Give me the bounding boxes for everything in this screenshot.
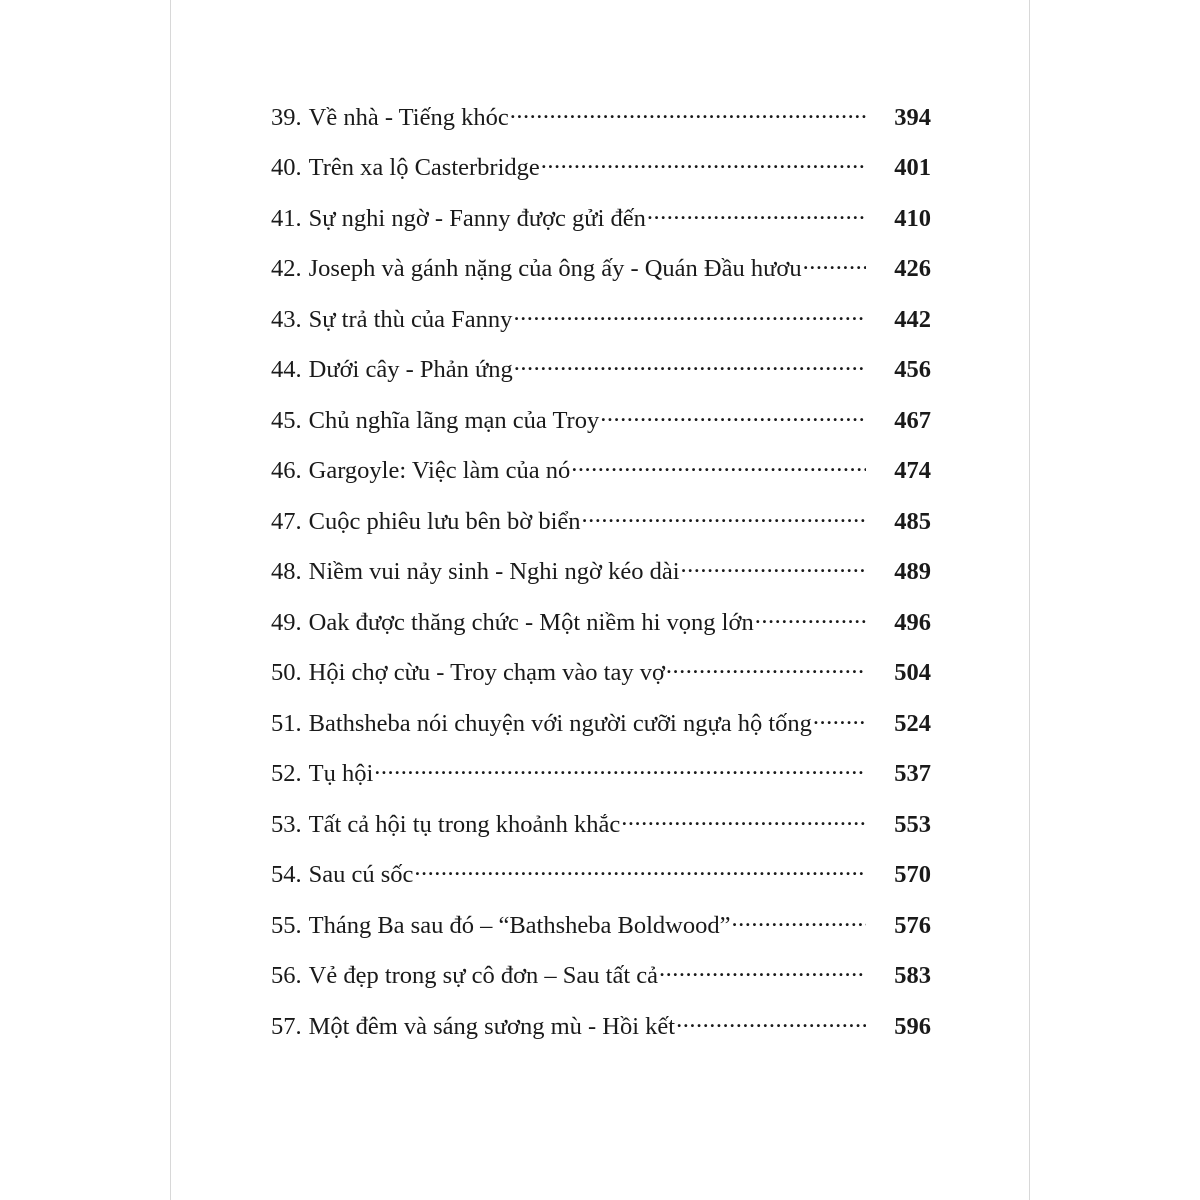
toc-leader-dots (813, 706, 866, 731)
toc-entry-page-number: 485 (894, 507, 931, 535)
toc-entry[interactable] (271, 1009, 931, 1039)
toc-leader-dots (621, 807, 866, 832)
toc-leader-dots (647, 201, 866, 226)
toc-entry-number: 49. (271, 608, 302, 636)
toc-entry-title: Tháng Ba sau đó – “Bathsheba Boldwood” (308, 911, 731, 939)
toc-entry-title: Tất cả hội tụ trong khoảnh khắc (308, 810, 621, 838)
toc-entry[interactable] (271, 151, 931, 181)
toc-leader-dots (803, 252, 866, 277)
toc-entry-title: Chủ nghĩa lãng mạn của Troy (308, 406, 600, 434)
toc-entry-page-number: 442 (894, 305, 931, 333)
toc-entry-number: 43. (271, 305, 302, 333)
toc-entry-title: Joseph và gánh nặng của ông ấy - Quán Đầu hươu (308, 255, 802, 282)
toc-leader-dots (541, 151, 866, 176)
toc-entry[interactable] (271, 252, 931, 282)
toc-entry-page-number: 496 (894, 608, 931, 636)
toc-entry-number: 44. (271, 356, 302, 383)
toc-entry-page-number: 553 (894, 810, 931, 838)
toc-entry[interactable] (271, 302, 931, 332)
toc-entry-number: 46. (271, 457, 302, 484)
toc-entry[interactable] (271, 605, 931, 635)
toc-entry-number: 40. (271, 154, 302, 181)
toc-leader-dots (374, 757, 866, 782)
toc-entry-title: Tụ hội (308, 760, 374, 787)
toc-entry-page-number: 524 (894, 709, 931, 737)
toc-entry-page-number: 596 (894, 1012, 931, 1040)
toc-entry-page-number: 570 (894, 861, 931, 888)
toc-entry-title: Sự nghi ngờ - Fanny được gửi đến (308, 204, 646, 232)
toc-entry[interactable] (271, 858, 931, 888)
toc-entry-number: 57. (271, 1012, 302, 1040)
toc-leader-dots (414, 858, 866, 883)
toc-entry[interactable] (271, 454, 931, 484)
toc-entry[interactable] (271, 757, 931, 787)
toc-entry-title: Vẻ đẹp trong sự cô đơn – Sau tất cả (308, 962, 659, 989)
toc-entry[interactable] (271, 353, 931, 383)
toc-entry[interactable] (271, 555, 931, 585)
toc-leader-dots (571, 454, 866, 479)
toc-entry-title: Bathsheba nói chuyện với người cưỡi ngựa hộ tống (308, 709, 812, 737)
book-page (170, 0, 1030, 1200)
table-of-contents (271, 100, 931, 1060)
toc-entry-number: 53. (271, 810, 302, 838)
toc-entry-number: 51. (271, 709, 302, 737)
toc-entry-title: Cuộc phiêu lưu bên bờ biển (308, 507, 581, 535)
toc-leader-dots (731, 908, 866, 933)
toc-entry-number: 39. (271, 103, 302, 131)
toc-entry[interactable] (271, 201, 931, 231)
toc-entry[interactable] (271, 706, 931, 736)
toc-entry-title: Sự trả thù của Fanny (308, 305, 513, 333)
toc-entry-title: Hội chợ cừu - Troy chạm vào tay vợ (308, 659, 665, 686)
toc-leader-dots (514, 353, 866, 378)
toc-entry-page-number: 489 (894, 558, 931, 585)
toc-entry-page-number: 467 (894, 406, 931, 434)
toc-entry-page-number: 426 (894, 255, 931, 282)
toc-leader-dots (659, 959, 866, 984)
toc-leader-dots (681, 555, 867, 580)
toc-entry[interactable] (271, 656, 931, 686)
toc-entry-number: 48. (271, 558, 302, 585)
toc-entry-page-number: 474 (894, 457, 931, 484)
toc-entry-title: Sau cú sốc (308, 861, 414, 888)
toc-entry[interactable] (271, 403, 931, 433)
toc-leader-dots (676, 1009, 866, 1034)
toc-leader-dots (666, 656, 866, 681)
toc-entry-title: Dưới cây - Phản ứng (308, 356, 513, 383)
toc-entry-number: 50. (271, 659, 302, 686)
toc-entry-title: Một đêm và sáng sương mù - Hồi kết (308, 1012, 676, 1040)
toc-entry-number: 52. (271, 760, 302, 787)
toc-entry-number: 54. (271, 861, 302, 888)
toc-entry[interactable] (271, 100, 931, 130)
toc-entry-page-number: 537 (894, 760, 931, 787)
toc-entry-number: 55. (271, 911, 302, 939)
toc-leader-dots (510, 100, 866, 125)
toc-entry-number: 41. (271, 204, 302, 232)
toc-entry-page-number: 401 (894, 154, 931, 181)
toc-entry[interactable] (271, 959, 931, 989)
toc-entry-title: Niềm vui nảy sinh - Nghi ngờ kéo dài (308, 558, 680, 585)
toc-entry[interactable] (271, 908, 931, 938)
toc-entry[interactable] (271, 504, 931, 534)
toc-entry-number: 42. (271, 255, 302, 282)
toc-leader-dots (755, 605, 866, 630)
toc-entry-page-number: 394 (894, 103, 931, 131)
toc-entry-page-number: 504 (894, 659, 931, 686)
toc-entry-page-number: 576 (894, 911, 931, 939)
toc-entry-number: 56. (271, 962, 302, 989)
toc-entry-title: Gargoyle: Việc làm của nó (308, 457, 571, 484)
toc-entry[interactable] (271, 807, 931, 837)
toc-entry-title: Oak được thăng chức - Một niềm hi vọng lớn (308, 608, 754, 636)
toc-entry-page-number: 456 (894, 356, 931, 383)
toc-leader-dots (600, 403, 866, 428)
toc-entry-page-number: 583 (894, 962, 931, 989)
toc-entry-title: Trên xa lộ Casterbridge (308, 154, 540, 181)
toc-entry-number: 45. (271, 406, 302, 434)
toc-leader-dots (582, 504, 867, 529)
toc-entry-page-number: 410 (894, 204, 931, 232)
toc-entry-number: 47. (271, 507, 302, 535)
toc-entry-title: Về nhà - Tiếng khóc (308, 103, 509, 131)
toc-leader-dots (513, 302, 866, 327)
